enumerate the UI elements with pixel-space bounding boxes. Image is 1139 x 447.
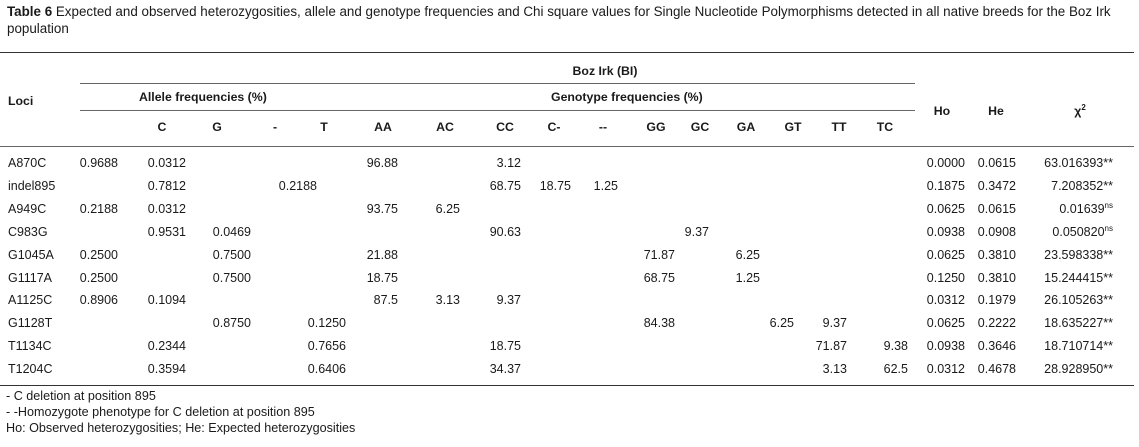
chi-square-cell: [1013, 202, 1113, 216]
value-cell: 93.75: [366, 202, 398, 216]
chi-value: 26.105263**: [1044, 293, 1113, 307]
table-top-rule: [0, 52, 1134, 53]
value-cell: 0.9688: [79, 156, 118, 170]
locus-cell: A949C: [8, 202, 47, 216]
value-cell: 0.0312: [147, 156, 186, 170]
column-header-gt: GT: [784, 120, 802, 134]
he-header: He: [988, 104, 1004, 118]
value-cell: 9.37: [684, 225, 709, 239]
value-cell: 0.0615: [977, 202, 1016, 216]
value-cell: 0.6406: [307, 362, 346, 376]
column-header-deletion: -: [272, 120, 278, 134]
value-cell: 0.1979: [977, 293, 1016, 307]
chi-symbol: χ: [1074, 104, 1082, 118]
column-header-ga: GA: [736, 120, 756, 134]
value-cell: 0.8906: [79, 293, 118, 307]
value-cell: 9.37: [496, 293, 521, 307]
chi-value: 18.710714**: [1044, 339, 1113, 353]
value-cell: 0.3646: [977, 339, 1016, 353]
value-cell: 0.0312: [926, 293, 965, 307]
value-cell: 18.75: [366, 271, 398, 285]
locus-cell: A1125C: [8, 293, 53, 307]
chi-square-cell: [1013, 293, 1113, 307]
chi-square-cell: [1013, 225, 1113, 239]
population-underline: [80, 83, 915, 84]
value-cell: 1.25: [593, 179, 618, 193]
value-cell: 0.0938: [926, 225, 965, 239]
value-cell: 18.75: [539, 179, 571, 193]
population-header: Boz Irk (BI): [572, 64, 638, 78]
chi-value: 0.01639: [1059, 202, 1105, 216]
locus-cell: T1134C: [8, 339, 52, 353]
locus-cell: G1128T: [8, 316, 53, 330]
chi-value: 7.208352**: [1051, 179, 1113, 193]
value-cell: 34.37: [489, 362, 521, 376]
value-cell: 0.1875: [926, 179, 965, 193]
value-cell: 18.75: [489, 339, 521, 353]
value-cell: 0.9531: [147, 225, 186, 239]
value-cell: 0.0312: [926, 362, 965, 376]
value-cell: 0.2188: [278, 179, 317, 193]
value-cell: 0.0625: [926, 202, 965, 216]
table-caption: [7, 3, 1132, 37]
value-cell: 0.0000: [926, 156, 965, 170]
value-cell: 0.0312: [147, 202, 186, 216]
value-cell: 0.1094: [147, 293, 186, 307]
locus-cell: indel895: [8, 179, 56, 193]
value-cell: 0.3810: [977, 248, 1016, 262]
value-cell: 96.88: [366, 156, 398, 170]
value-cell: 21.88: [366, 248, 398, 262]
chi-significance: ns: [1104, 200, 1113, 210]
value-cell: 90.63: [489, 225, 521, 239]
table-caption-text: Expected and observed heterozygosities, allele and genotype frequencies and Chi square values for Single Nucleotide Polymorphisms detected in all native breeds for the Boz Irk population: [7, 4, 1111, 36]
value-cell: 0.7500: [212, 248, 251, 262]
value-cell: 3.13: [435, 293, 460, 307]
ho-header: Ho: [933, 104, 951, 118]
value-cell: 0.7500: [212, 271, 251, 285]
footnote-1: - C deletion at position 895: [6, 389, 156, 403]
chi-square-cell: [1013, 362, 1113, 376]
value-cell: 0.2222: [977, 316, 1016, 330]
column-header-tc: TC: [876, 120, 894, 134]
chi-square-cell: [1013, 156, 1113, 170]
value-cell: 0.3472: [977, 179, 1016, 193]
locus-cell: A870C: [8, 156, 47, 170]
value-cell: 0.2344: [147, 339, 186, 353]
column-header-tt: TT: [831, 120, 847, 134]
value-cell: 84.38: [643, 316, 675, 330]
locus-cell: G1045A: [8, 248, 54, 262]
chi-square-header: [1060, 104, 1100, 118]
column-header-homozygote-deletion: --: [598, 120, 608, 134]
value-cell: 9.38: [883, 339, 908, 353]
chi-superscript: 2: [1081, 102, 1086, 112]
column-header-c: C: [157, 120, 167, 134]
value-cell: 1.25: [735, 271, 760, 285]
value-cell: 0.0625: [926, 316, 965, 330]
value-cell: 3.12: [496, 156, 521, 170]
chi-square-cell: [1013, 271, 1113, 285]
value-cell: 62.5: [883, 362, 908, 376]
table-bottom-rule: [0, 385, 1134, 386]
chi-value: 28.928950**: [1044, 362, 1113, 376]
column-header-cdel: C-: [547, 120, 561, 134]
locus-cell: C983G: [8, 225, 48, 239]
value-cell: 0.0615: [977, 156, 1016, 170]
chi-value: 23.598338**: [1044, 248, 1113, 262]
value-cell: 0.1250: [926, 271, 965, 285]
chi-significance: ns: [1104, 223, 1113, 233]
chi-value: 63.016393**: [1044, 156, 1113, 170]
table-label: Table 6: [7, 4, 53, 19]
value-cell: 0.0908: [977, 225, 1016, 239]
value-cell: 87.5: [373, 293, 398, 307]
chi-square-cell: [1013, 316, 1113, 330]
chi-square-cell: [1013, 248, 1113, 262]
value-cell: 9.37: [822, 316, 847, 330]
column-header-cc: CC: [496, 120, 514, 134]
column-header-aa: AA: [374, 120, 392, 134]
footnote-3: Ho: Observed heterozygosities; He: Expected heterozygosities: [6, 421, 356, 435]
chi-value: 0.050820: [1052, 225, 1105, 239]
value-cell: 0.7812: [147, 179, 186, 193]
value-cell: 0.7656: [307, 339, 346, 353]
genotype-group-header: Genotype frequencies (%): [551, 90, 703, 104]
value-cell: 0.4678: [977, 362, 1016, 376]
value-cell: 0.2188: [79, 202, 118, 216]
column-header-gg: GG: [646, 120, 666, 134]
value-cell: 68.75: [643, 271, 675, 285]
value-cell: 0.8750: [212, 316, 251, 330]
value-cell: 0.0938: [926, 339, 965, 353]
value-cell: 0.2500: [79, 271, 118, 285]
column-header-g: G: [212, 120, 222, 134]
value-cell: 3.13: [822, 362, 847, 376]
value-cell: 71.87: [643, 248, 675, 262]
value-cell: 68.75: [489, 179, 521, 193]
footnote-2: - -Homozygote phenotype for C deletion at position 895: [6, 405, 315, 419]
value-cell: 6.25: [435, 202, 460, 216]
column-header-gc: GC: [690, 120, 710, 134]
column-header-t: T: [320, 120, 328, 134]
value-cell: 0.0625: [926, 248, 965, 262]
value-cell: 0.0469: [212, 225, 251, 239]
chi-value: 18.635227**: [1044, 316, 1113, 330]
loci-header: Loci: [8, 94, 34, 108]
value-cell: 0.2500: [79, 248, 118, 262]
chi-square-cell: [1013, 179, 1113, 193]
chi-value: 15.244415**: [1044, 271, 1113, 285]
value-cell: 0.3810: [977, 271, 1016, 285]
subheader-underline: [80, 110, 915, 111]
value-cell: 0.1250: [307, 316, 346, 330]
header-bottom-rule: [0, 146, 1134, 147]
column-header-ac: AC: [436, 120, 454, 134]
value-cell: 71.87: [815, 339, 847, 353]
chi-square-cell: [1013, 339, 1113, 353]
locus-cell: T1204C: [8, 362, 53, 376]
value-cell: 6.25: [769, 316, 794, 330]
allele-group-header: Allele frequencies (%): [139, 90, 267, 104]
value-cell: 6.25: [735, 248, 760, 262]
value-cell: 0.3594: [147, 362, 186, 376]
locus-cell: G1117A: [8, 271, 53, 285]
